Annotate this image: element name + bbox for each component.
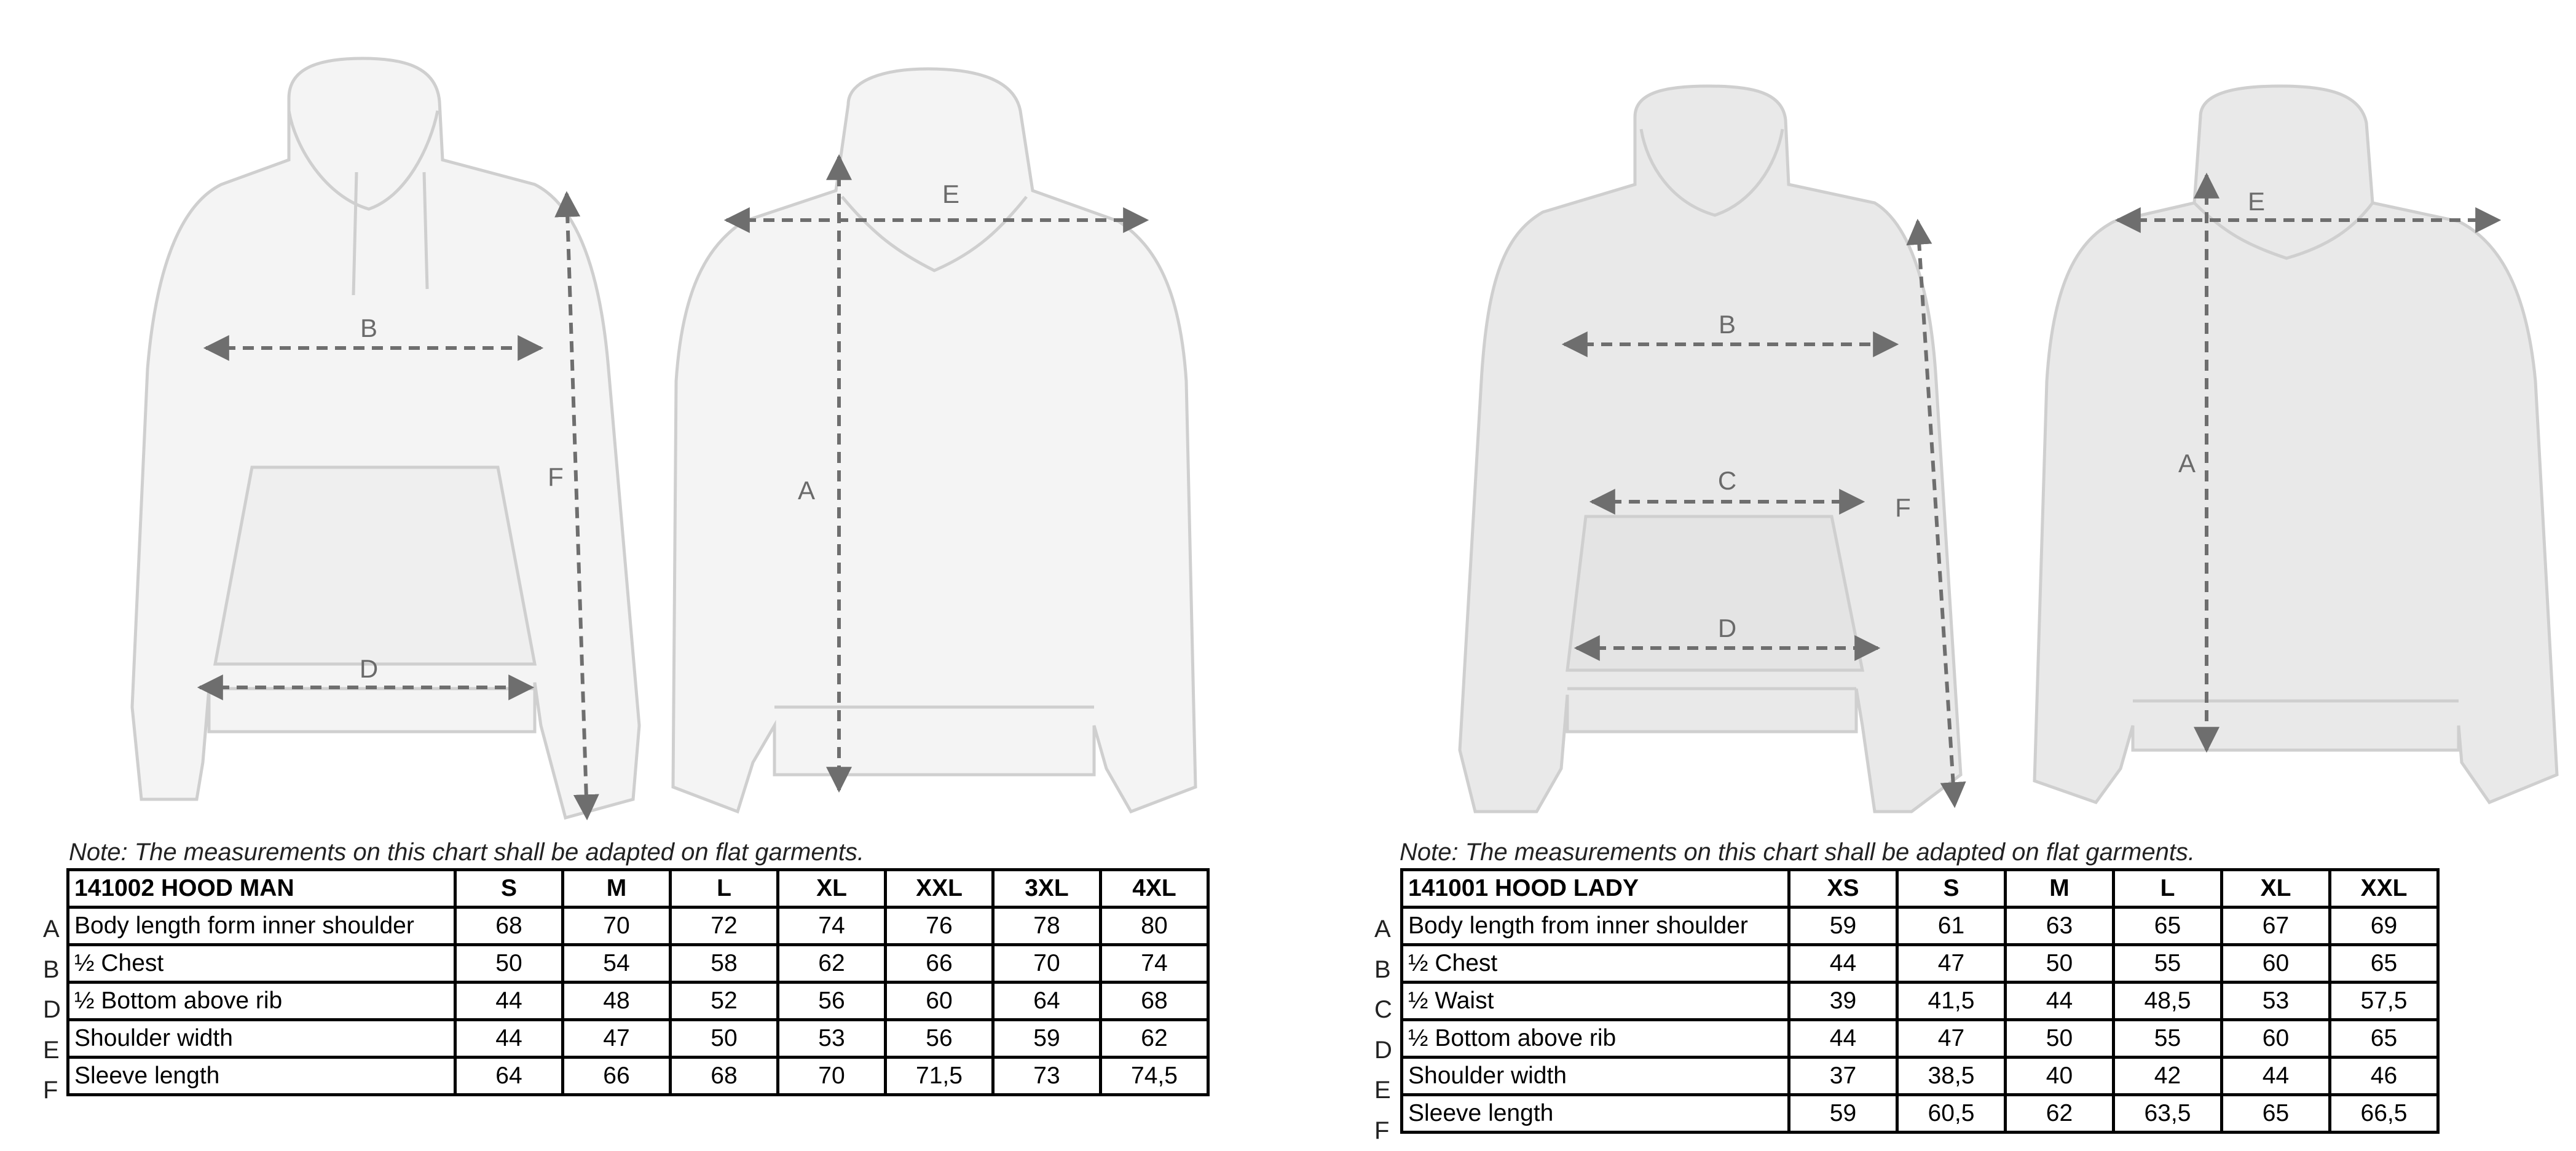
man-table-cell: 74,5 xyxy=(1101,1058,1208,1095)
lady-size-header: XL xyxy=(2222,870,2330,908)
man-table-cell: 53 xyxy=(778,1020,886,1058)
man-back-hoodie xyxy=(673,69,1195,812)
man-size-header: 3XL xyxy=(993,870,1101,908)
man-table-cell: 44 xyxy=(455,1020,563,1058)
man-label-e: E xyxy=(942,180,959,208)
lady-table-cell: 61 xyxy=(1897,908,2006,945)
lady-row-label: Shoulder width xyxy=(1402,1058,1789,1095)
lady-table-cell: 55 xyxy=(2114,1020,2222,1058)
lady-table-cell: 50 xyxy=(2006,945,2114,983)
man-row-label: Sleeve length xyxy=(68,1058,455,1095)
lady-table-cell: 40 xyxy=(2006,1058,2114,1095)
lady-table-row xyxy=(1402,945,2438,983)
man-table-cell: 62 xyxy=(778,945,886,983)
lady-table-cell: 46 xyxy=(2330,1058,2438,1095)
lady-table-cell: 69 xyxy=(2330,908,2438,945)
man-table-cell: 60 xyxy=(886,983,993,1020)
lady-table-cell: 38,5 xyxy=(1897,1058,2006,1095)
lady-table-row xyxy=(1402,983,2438,1020)
lady-table-cell: 44 xyxy=(2222,1058,2330,1095)
man-label-d: D xyxy=(360,654,378,683)
man-table-cell: 70 xyxy=(993,945,1101,983)
lady-row-label: ½ Bottom above rib xyxy=(1402,1020,1789,1058)
lady-row-key: F xyxy=(1374,1111,1399,1151)
lady-table-cell: 65 xyxy=(2330,945,2438,983)
man-table-row xyxy=(68,908,1208,945)
lady-label-d: D xyxy=(1718,614,1736,643)
man-table-cell: 70 xyxy=(563,908,671,945)
man-size-table xyxy=(66,868,1210,1096)
lady-table-cell: 59 xyxy=(1789,1095,1897,1133)
man-table-cell: 74 xyxy=(1101,945,1208,983)
lady-size-header: XS xyxy=(1789,870,1897,908)
man-table-cell: 48 xyxy=(563,983,671,1020)
lady-chart-note: Note: The measurements on this chart shall be adapted on flat garments. xyxy=(1400,839,2195,866)
lady-table-row xyxy=(1402,1095,2438,1133)
lady-label-f: F xyxy=(1895,493,1911,522)
lady-row-label: Sleeve length xyxy=(1402,1095,1789,1133)
man-table-cell: 62 xyxy=(1101,1020,1208,1058)
man-size-header: 4XL xyxy=(1101,870,1208,908)
lady-front-hoodie xyxy=(1460,86,1961,812)
lady-table-cell: 44 xyxy=(1789,945,1897,983)
lady-table-cell: 60 xyxy=(2222,1020,2330,1058)
lady-label-e: E xyxy=(2248,187,2265,216)
man-row-label: ½ Chest xyxy=(68,945,455,983)
man-table-row xyxy=(68,945,1208,983)
lady-row-key: A xyxy=(1374,909,1399,950)
man-table-cell: 74 xyxy=(778,908,886,945)
man-table-cell: 56 xyxy=(778,983,886,1020)
lady-table-cell: 63 xyxy=(2006,908,2114,945)
lady-row-key: B xyxy=(1374,950,1399,991)
man-table-cell: 68 xyxy=(455,908,563,945)
lady-table-row xyxy=(1402,908,2438,945)
lady-table-cell: 57,5 xyxy=(2330,983,2438,1020)
lady-label-a: A xyxy=(2178,449,2196,478)
man-table-cell: 52 xyxy=(671,983,778,1020)
man-size-header: L xyxy=(671,870,778,908)
man-size-header: XL xyxy=(778,870,886,908)
man-label-f: F xyxy=(548,462,564,491)
man-table-cell: 54 xyxy=(563,945,671,983)
lady-size-table xyxy=(1400,868,2440,1134)
man-row-label: Body length form inner shoulder xyxy=(68,908,455,945)
man-table-header-row xyxy=(68,870,1208,908)
man-label-a: A xyxy=(798,476,815,505)
lady-table-cell: 63,5 xyxy=(2114,1095,2222,1133)
lady-label-b: B xyxy=(1719,310,1736,339)
lady-table-cell: 65 xyxy=(2330,1020,2438,1058)
lady-table-cell: 41,5 xyxy=(1897,983,2006,1020)
man-row-key: A xyxy=(43,909,68,950)
man-table-cell: 80 xyxy=(1101,908,1208,945)
lady-table-header-row xyxy=(1402,870,2438,908)
lady-row-key: D xyxy=(1374,1030,1399,1071)
man-table-row xyxy=(68,1020,1208,1058)
man-table-cell: 59 xyxy=(993,1020,1101,1058)
lady-table-cell: 37 xyxy=(1789,1058,1897,1095)
man-table-cell: 47 xyxy=(563,1020,671,1058)
lady-hoodie-illustration xyxy=(1321,0,2576,830)
man-row-key: F xyxy=(43,1070,68,1111)
man-row-label: Shoulder width xyxy=(68,1020,455,1058)
man-size-header: S xyxy=(455,870,563,908)
lady-table-cell: 53 xyxy=(2222,983,2330,1020)
man-row-key: E xyxy=(43,1030,68,1071)
man-table-cell: 50 xyxy=(671,1020,778,1058)
lady-table-cell: 60,5 xyxy=(1897,1095,2006,1133)
lady-row-label: ½ Waist xyxy=(1402,983,1789,1020)
man-chart-note: Note: The measurements on this chart shall be adapted on flat garments. xyxy=(69,839,864,866)
lady-table-row xyxy=(1402,1058,2438,1095)
man-table-cell: 64 xyxy=(993,983,1101,1020)
lady-table-cell: 62 xyxy=(2006,1095,2114,1133)
man-table-title: 141002 HOOD MAN xyxy=(68,870,455,908)
lady-table-cell: 65 xyxy=(2114,908,2222,945)
man-label-b: B xyxy=(360,314,377,342)
man-row-keys xyxy=(43,909,68,1111)
man-size-header: XXL xyxy=(886,870,993,908)
lady-table-cell: 50 xyxy=(2006,1020,2114,1058)
man-table-row xyxy=(68,983,1208,1020)
lady-table-cell: 66,5 xyxy=(2330,1095,2438,1133)
lady-table-cell: 65 xyxy=(2222,1095,2330,1133)
lady-table-cell: 44 xyxy=(2006,983,2114,1020)
lady-size-header: S xyxy=(1897,870,2006,908)
man-table-cell: 70 xyxy=(778,1058,886,1095)
lady-table-cell: 39 xyxy=(1789,983,1897,1020)
lady-label-c: C xyxy=(1718,466,1736,495)
lady-table-cell: 42 xyxy=(2114,1058,2222,1095)
lady-table-row xyxy=(1402,1020,2438,1058)
lady-row-label: Body length from inner shoulder xyxy=(1402,908,1789,945)
lady-table-cell: 59 xyxy=(1789,908,1897,945)
man-table-cell: 64 xyxy=(455,1058,563,1095)
man-table-cell: 76 xyxy=(886,908,993,945)
lady-size-header: M xyxy=(2006,870,2114,908)
lady-table-cell: 60 xyxy=(2222,945,2330,983)
lady-row-keys xyxy=(1374,909,1399,1151)
lady-back-hoodie xyxy=(2034,86,2557,802)
man-table-cell: 66 xyxy=(886,945,993,983)
man-row-key: D xyxy=(43,990,68,1030)
lady-row-label: ½ Chest xyxy=(1402,945,1789,983)
man-table-cell: 78 xyxy=(993,908,1101,945)
man-front-hoodie xyxy=(132,58,639,818)
lady-table-cell: 44 xyxy=(1789,1020,1897,1058)
man-table-cell: 73 xyxy=(993,1058,1101,1095)
lady-row-key: C xyxy=(1374,990,1399,1030)
lady-table-cell: 67 xyxy=(2222,908,2330,945)
man-table-cell: 68 xyxy=(1101,983,1208,1020)
lady-size-header: L xyxy=(2114,870,2222,908)
man-row-label: ½ Bottom above rib xyxy=(68,983,455,1020)
lady-table-cell: 47 xyxy=(1897,1020,2006,1058)
man-table-cell: 50 xyxy=(455,945,563,983)
lady-table-title: 141001 HOOD LADY xyxy=(1402,870,1789,908)
lady-table-cell: 47 xyxy=(1897,945,2006,983)
man-table-row xyxy=(68,1058,1208,1095)
man-table-cell: 56 xyxy=(886,1020,993,1058)
lady-table-cell: 48,5 xyxy=(2114,983,2222,1020)
lady-size-header: XXL xyxy=(2330,870,2438,908)
man-hoodie-illustration xyxy=(0,0,1291,830)
man-table-cell: 68 xyxy=(671,1058,778,1095)
man-table-cell: 71,5 xyxy=(886,1058,993,1095)
lady-row-key: E xyxy=(1374,1070,1399,1111)
man-table-cell: 58 xyxy=(671,945,778,983)
man-row-key: B xyxy=(43,950,68,991)
man-table-cell: 66 xyxy=(563,1058,671,1095)
man-table-cell: 44 xyxy=(455,983,563,1020)
man-table-cell: 72 xyxy=(671,908,778,945)
man-size-header: M xyxy=(563,870,671,908)
lady-table-cell: 55 xyxy=(2114,945,2222,983)
